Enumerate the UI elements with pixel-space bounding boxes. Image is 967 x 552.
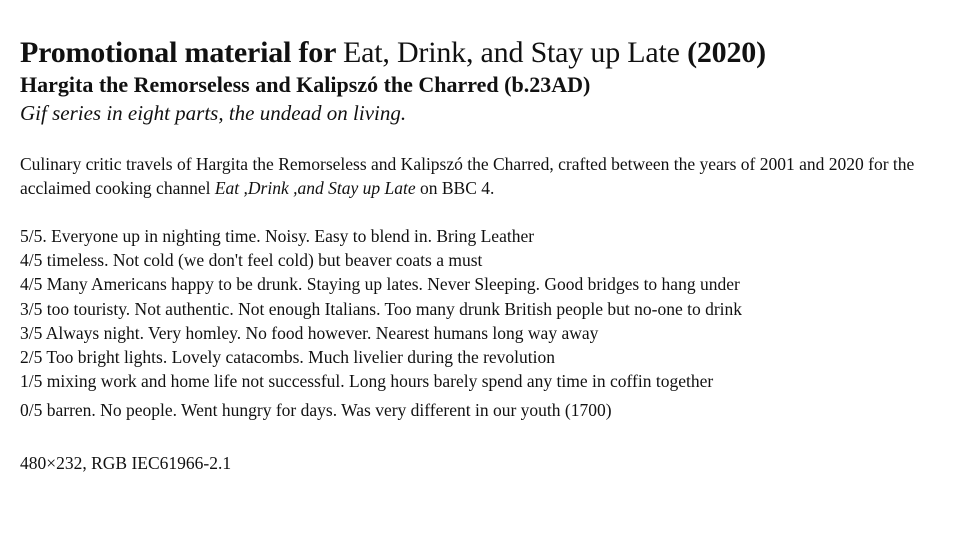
- rating-item: 4/5 Many Americans happy to be drunk. Staying up lates. Never Sleeping. Good bridges to hang under: [20, 274, 740, 295]
- page-subtitle: Hargita the Remorseless and Kalipszó the Charred (b.23AD): [20, 72, 591, 97]
- title-show-name: Eat, Drink, and Stay up Late: [342, 36, 680, 69]
- rating-item: 3/5 Always night. Very homley. No food however. Nearest humans long way away: [20, 322, 599, 343]
- rating-item: 4/5 timeless. Not cold (we don't feel cold) but beaver coats a must: [20, 250, 483, 271]
- document-page: [20, 34, 955, 475]
- intro-text-end: on BBC 4.: [415, 178, 495, 198]
- rating-item: 5/5. Everyone up in nighting time. Noisy. Easy to blend in. Bring Leather: [20, 226, 535, 246]
- page-title: [20, 34, 955, 72]
- intro-paragraph: [20, 152, 955, 200]
- intro-text: Culinary critic travels of Hargita the Remorseless and Kalipszó the Charred, crafted between the years of 2001 and 2020 for the acclaimed cooking channel: [20, 154, 915, 198]
- title-prefix: Promotional material for: [20, 36, 343, 69]
- rating-item: 1/5 mixing work and home life not successful. Long hours barely spend any time in coffin together: [20, 371, 714, 392]
- tagline: Gif series in eight parts, the undead on living.: [20, 101, 407, 125]
- rating-item: 2/5 Too bright lights. Lovely catacombs. Much livelier during the revolution: [20, 347, 556, 368]
- image-spec: 480×232, RGB IEC61966-2.1: [20, 452, 232, 473]
- ratings-list: [20, 224, 955, 423]
- rating-item: 0/5 barren. No people. Went hungry for days. Was very different in our youth (1700): [20, 400, 612, 421]
- rating-item: 3/5 too touristy. Not authentic. Not enough Italians. Too many drunk British people but no-one to drink: [20, 298, 743, 319]
- title-year: (2020): [679, 36, 766, 69]
- intro-show-name: Eat ,Drink ,and Stay up Late: [214, 178, 416, 198]
